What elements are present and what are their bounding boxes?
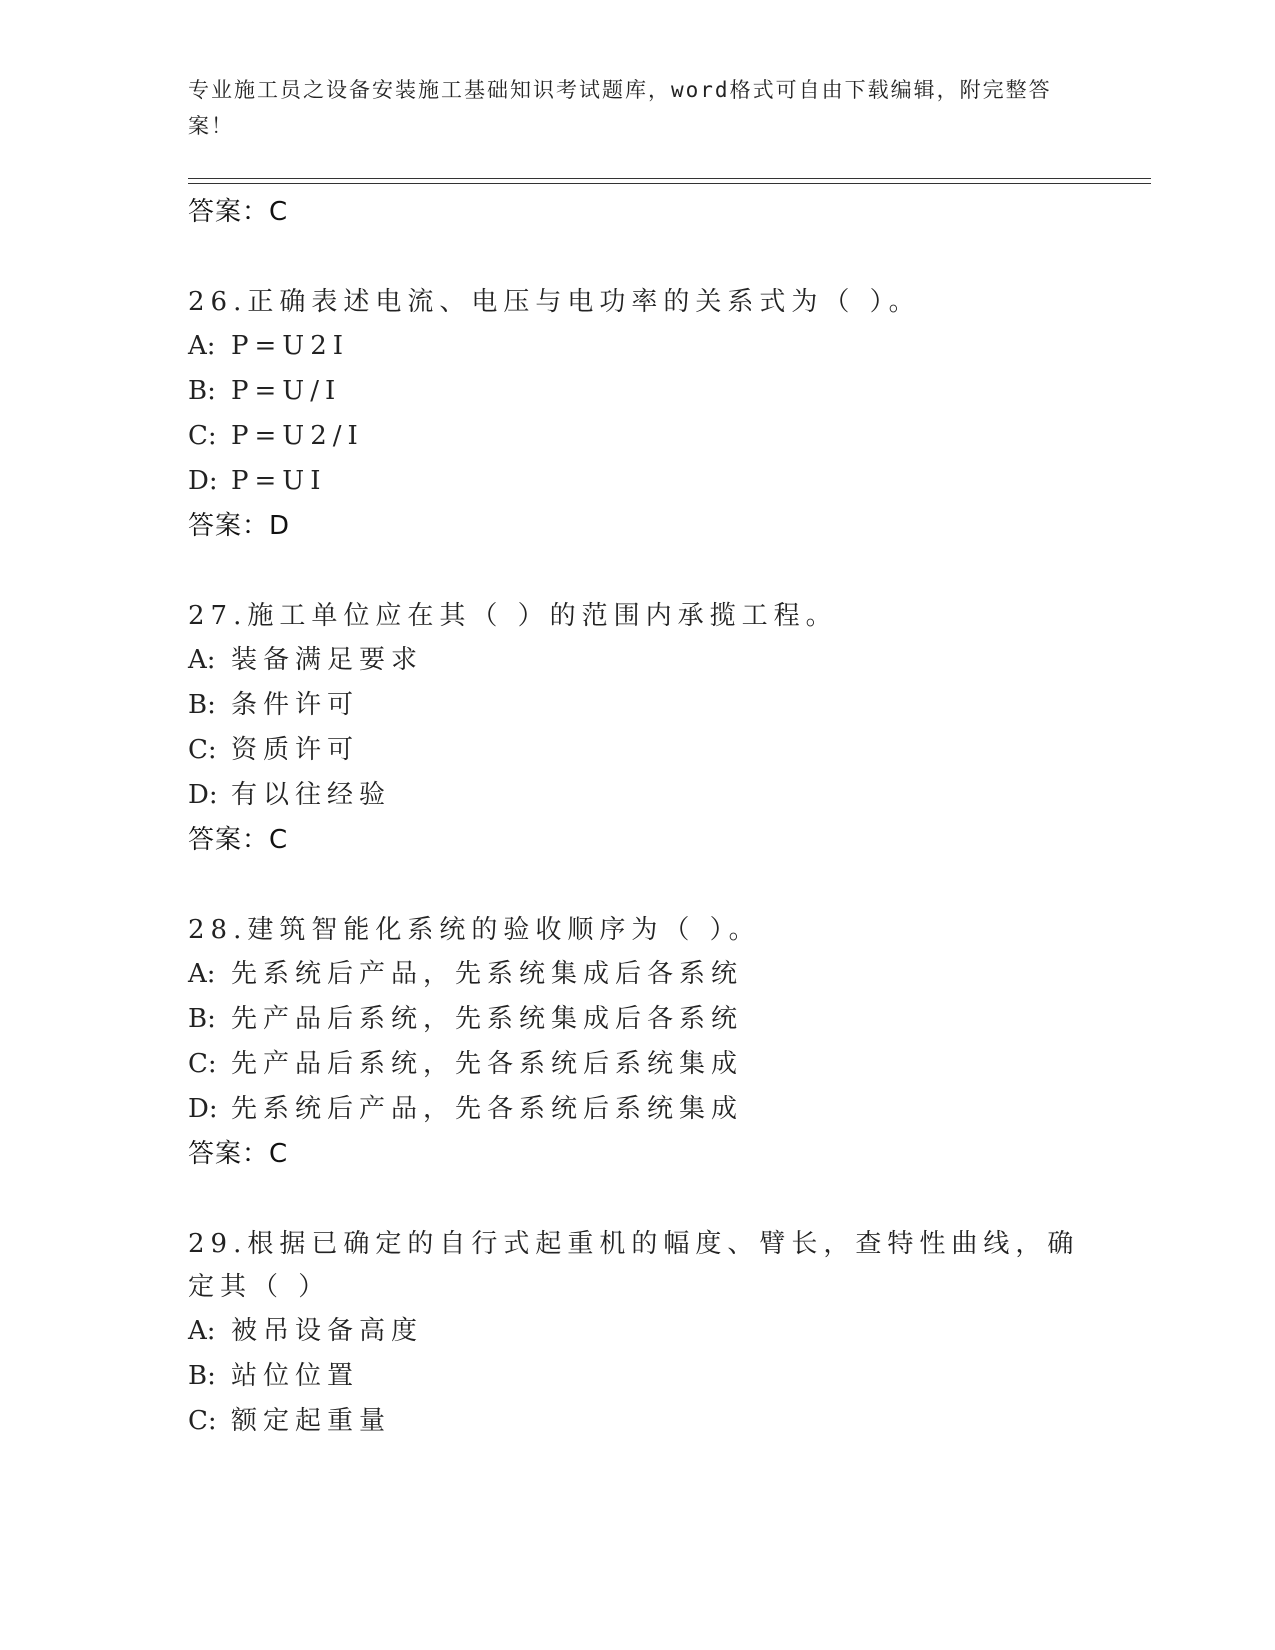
header-double-rule [188, 178, 1151, 184]
question-29-stem: 29.根据已确定的自行式起重机的幅度、臂长，查特性曲线，确定其（ ） [188, 1229, 1080, 1302]
answer-27: 答案：C [188, 825, 289, 855]
option-key: C: [188, 1049, 217, 1079]
question-28-stem: 28.建筑智能化系统的验收顺序为（ ）。 [188, 915, 761, 945]
question-28-option-a [188, 952, 1088, 997]
question-26-option-c [188, 414, 1088, 459]
question-26-stem: 26.正确表述电流、电压与电功率的关系式为（ ）。 [188, 287, 921, 317]
question-26-option-b [188, 369, 1088, 414]
option-text: 条件许可 [231, 690, 360, 720]
option-text: 先系统后产品，先各系统后系统集成 [231, 1094, 744, 1124]
question-26-option-d [188, 459, 1088, 504]
question-29-option-c [188, 1399, 1088, 1444]
question-28-option-c [188, 1042, 1088, 1087]
option-key: B: [188, 1004, 216, 1034]
option-text: 装备满足要求 [231, 645, 424, 675]
option-key: D: [188, 780, 218, 810]
answer-28: 答案：C [188, 1139, 289, 1169]
option-text: 资质许可 [231, 735, 360, 765]
spacer [188, 549, 1088, 595]
answer-26: 答案：D [188, 511, 291, 541]
spacer [188, 1177, 1088, 1223]
option-text: P=U2I [231, 331, 350, 361]
option-text: 有以往经验 [231, 780, 392, 810]
option-key: A: [188, 1316, 216, 1346]
question-27-option-b [188, 683, 1088, 728]
question-29-option-b [188, 1354, 1088, 1399]
option-text: 额定起重量 [231, 1406, 392, 1436]
question-27-option-c [188, 728, 1088, 773]
option-text: P=UI [231, 466, 327, 496]
question-28-option-d [188, 1087, 1088, 1132]
option-key: D: [188, 1094, 218, 1124]
question-29-option-a [188, 1309, 1088, 1354]
option-text: 站位位置 [231, 1361, 360, 1391]
option-key: C: [188, 1406, 217, 1436]
option-key: C: [188, 735, 217, 765]
question-28-option-b [188, 997, 1088, 1042]
option-key: B: [188, 376, 216, 406]
document-header: 专业施工员之设备安装施工基础知识考试题库，word格式可自由下载编辑，附完整答案！ [188, 78, 1052, 138]
spacer [188, 235, 1088, 281]
option-key: B: [188, 1361, 216, 1391]
option-text: 先产品后系统，先系统集成后各系统 [231, 1004, 744, 1034]
answer-25: 答案：C [188, 197, 289, 227]
spacer [188, 863, 1088, 909]
option-text: 先系统后产品，先系统集成后各系统 [231, 959, 744, 989]
question-27-option-a [188, 638, 1088, 683]
question-27-option-d [188, 773, 1088, 818]
option-key: A: [188, 645, 216, 675]
option-key: C: [188, 421, 217, 451]
option-key: B: [188, 690, 216, 720]
question-26-option-a [188, 324, 1088, 369]
option-text: 先产品后系统，先各系统后系统集成 [231, 1049, 744, 1079]
option-key: A: [188, 959, 216, 989]
option-key: A: [188, 331, 216, 361]
question-27-stem: 27.施工单位应在其（ ）的范围内承揽工程。 [188, 601, 838, 631]
option-text: 被吊设备高度 [231, 1316, 424, 1346]
option-text: P=U/I [231, 376, 342, 406]
question-list [188, 190, 1088, 1444]
option-key: D: [188, 466, 218, 496]
option-text: P=U2/I [231, 421, 364, 451]
